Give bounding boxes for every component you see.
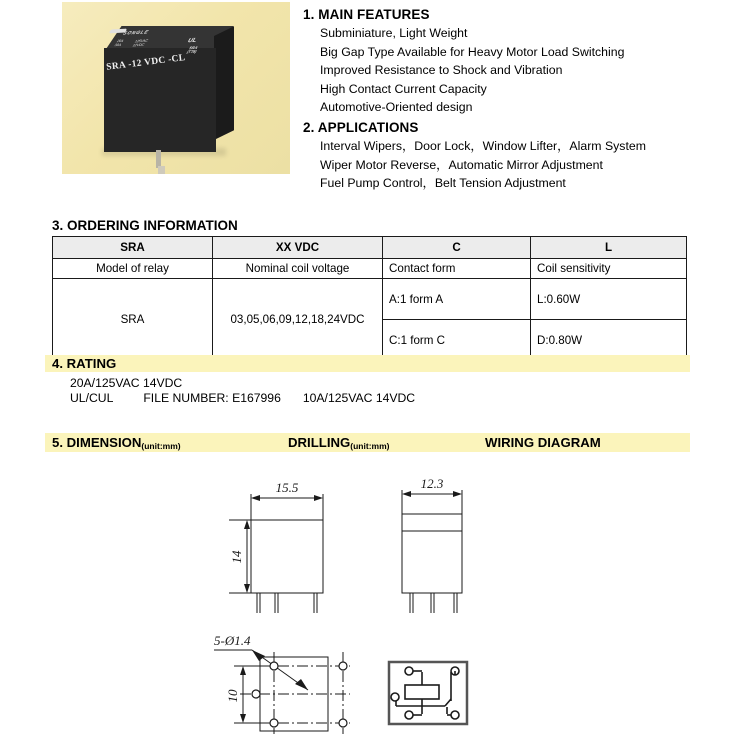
applications-item: Fuel Pump Control，Belt Tension Adjustment <box>320 176 566 191</box>
table-header-row <box>53 237 687 259</box>
rating-line-1: 20A/125VAC 14VDC <box>70 376 183 390</box>
relay-side-face <box>214 26 234 140</box>
front-view-height-label: 14 <box>229 550 244 564</box>
relay-front-label: SRA -12 VDC -CL <box>105 53 186 73</box>
ordering-information-table <box>52 236 687 361</box>
specs-text-column <box>303 6 743 193</box>
rating-ul-value: 10A/125VAC 14VDC <box>302 391 416 405</box>
table-cell-model: SRA <box>53 279 213 361</box>
table-cell: Contact form <box>383 259 531 279</box>
rating-title: 4. RATING <box>52 356 117 371</box>
drilling-title <box>288 433 389 454</box>
rating-line-2 <box>70 391 415 405</box>
applications-item: Wiper Motor Reverse，Automatic Mirror Adjustment <box>320 157 603 172</box>
table-cell-coil: L:0.60W <box>531 279 687 320</box>
table-header-cell: SRA <box>53 237 213 259</box>
table-row <box>53 279 687 320</box>
applications-title: 2. APPLICATIONS <box>303 119 419 135</box>
main-features-item: Subminiature, Light Weight <box>320 26 468 40</box>
table-header-cell: C <box>383 237 531 259</box>
table-cell-coil: D:0.80W <box>531 320 687 361</box>
table-cell-contact: A:1 form A <box>383 279 531 320</box>
rating-ul-label: UL/CUL <box>70 391 114 405</box>
relay-top-current: 20A 30A <box>113 38 125 48</box>
side-view-drawing <box>378 472 498 632</box>
drilling-title-text: DRILLING <box>288 435 351 450</box>
main-features-item: Automotive-Oriented design <box>320 100 473 115</box>
dimension-title <box>52 433 181 454</box>
wiring-diagram-drawing <box>383 656 487 732</box>
main-features-title: 1. MAIN FEATURES <box>303 7 430 22</box>
side-view-width-label: 12.3 <box>420 476 444 491</box>
ordering-information-title: 3. ORDERING INFORMATION <box>52 218 238 233</box>
table-cell-voltage: 03,05,06,09,12,18,24VDC <box>213 279 383 361</box>
table-cell: Coil sensitivity <box>531 259 687 279</box>
relay-top-model: SRA (T78) <box>185 45 199 55</box>
drilling-unit-label: (unit:mm) <box>350 441 390 451</box>
main-features-item: Big Gap Type Available for Heavy Motor Load Switching <box>320 44 625 59</box>
main-features-item: High Contact Current Capacity <box>320 81 487 96</box>
drilling-pattern-drawing <box>212 630 360 734</box>
drilling-holes-label: 5-Ø1.4 <box>214 633 251 648</box>
front-view-width-label: 15.5 <box>275 480 299 495</box>
relay-top-voltage: 125VAC 12VDC <box>131 38 149 48</box>
relay-pin <box>158 166 165 174</box>
table-header-cell: XX VDC <box>213 237 383 259</box>
table-cell: Nominal coil voltage <box>213 259 383 279</box>
front-view-drawing <box>215 472 360 632</box>
relay-top-brand: SONGLE <box>122 29 151 36</box>
product-photo <box>62 2 290 174</box>
applications-item: Interval Wipers，Door Lock，Window Lifter，Alarm System <box>320 138 646 153</box>
dimension-title-text: 5. DIMENSION <box>52 435 142 450</box>
table-cell: Model of relay <box>53 259 213 279</box>
dimension-unit-label: (unit:mm) <box>141 441 181 451</box>
wiring-diagram-title: WIRING DIAGRAM <box>485 435 601 450</box>
rating-highlight-band <box>45 355 690 372</box>
ul-mark-icon: UL <box>186 37 198 45</box>
rating-file-number: FILE NUMBER: E167996 <box>143 391 281 405</box>
table-row <box>53 259 687 279</box>
table-cell-contact: C:1 form C <box>383 320 531 361</box>
main-features-item: Improved Resistance to Shock and Vibration <box>320 63 563 78</box>
table-header-cell: L <box>531 237 687 259</box>
drilling-height-label: 10 <box>225 689 240 703</box>
